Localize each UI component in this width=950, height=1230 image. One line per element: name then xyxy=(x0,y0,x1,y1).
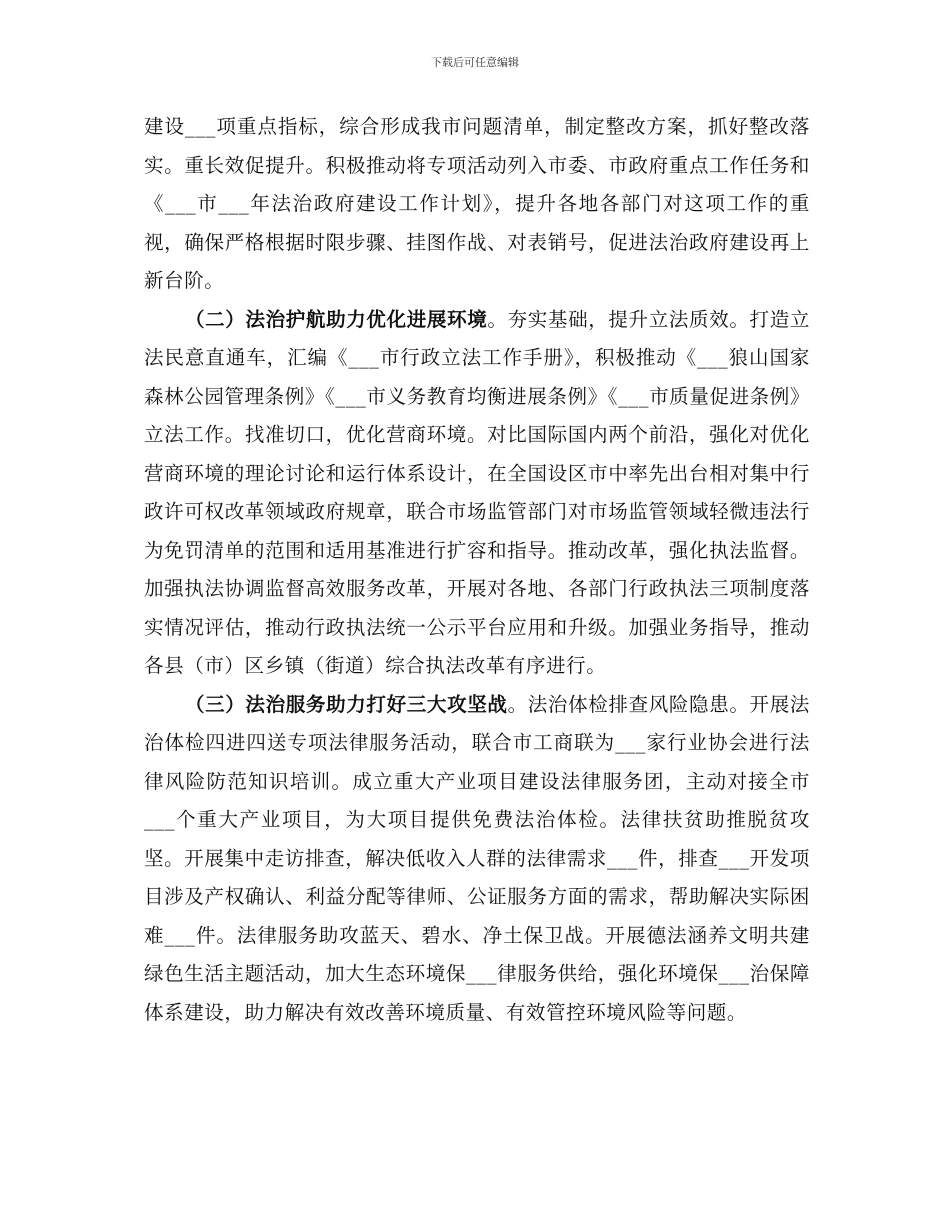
paragraph-1-body: 建设___项重点指标，综合形成我市问题清单，制定整改方案，抓好整改落实。重长效促提升。积极推动将专项活动列入市委、市政府重点工作任务和《___市___年法治政府建设工作计划》，提升各地各部门对这项工作的重视，确保严格根据时限步骤、挂图作战、对表销号，促进法治政府建设再上新台阶。 xyxy=(144,115,810,292)
section-heading-3: （三）法治服务助力打好三大攻坚战 xyxy=(184,692,508,716)
paragraph-3-body: 。法治体检排查风险隐患。开展法治体检四进四送专项法律服务活动，联合市工商联为___家行业协会进行法律风险防范知识培训。成立重大产业项目建设法律服务团，主动对接全市___个重大产业项目，为大项目提供免费法治体检。法律扶贫助推脱贫攻坚。开展集中走访排查，解决低收入人群的法律需求___件，排查___开发项目涉及产权确认、利益分配等律师、公证服务方面的需求，帮助解决实际困难___件。法律服务助攻蓝天、碧水、净土保卫战。开展德法涵养文明共建绿色生活主题活动，加大生态环境保___律服务供给，强化环境保___治保障体系建设，助力解决有效改善环境质量、有效管控环境风险等问题。 xyxy=(144,692,810,1024)
section-heading-2: （二）法治护航助力优化进展环境 xyxy=(184,307,488,331)
paragraph-2-body: 。夯实基础，提升立法质效。打造立法民意直通车，汇编《___市行政立法工作手册》，积极推动《___狼山国家森林公园管理条例》《___市义务教育均衡进展条例》《___市质量促进条例》立法工作。找准切口，优化营商环境。对比国际国内两个前沿，强化对优化营商环境的理论讨论和运行体系设计，在全国设区市中率先出台相对集中行政许可权改革领域政府规章，联合市场监管部门对市场监管领域轻微违法行为免罚清单的范围和适用基准进行扩容和指导。推动改革，强化执法监督。加强执法协调监督高效服务改革，开展对各地、各部门行政执法三项制度落实情况评估，推动行政执法统一公示平台应用和升级。加强业务指导，推动各县（市）区乡镇（街道）综合执法改革有序进行。 xyxy=(144,307,810,677)
page-header: 下载后可任意编辑 xyxy=(431,56,519,69)
paragraph-2 xyxy=(144,301,810,686)
paragraph-3 xyxy=(144,686,810,1033)
paragraph-1 xyxy=(144,108,810,301)
document-body xyxy=(144,108,810,1032)
